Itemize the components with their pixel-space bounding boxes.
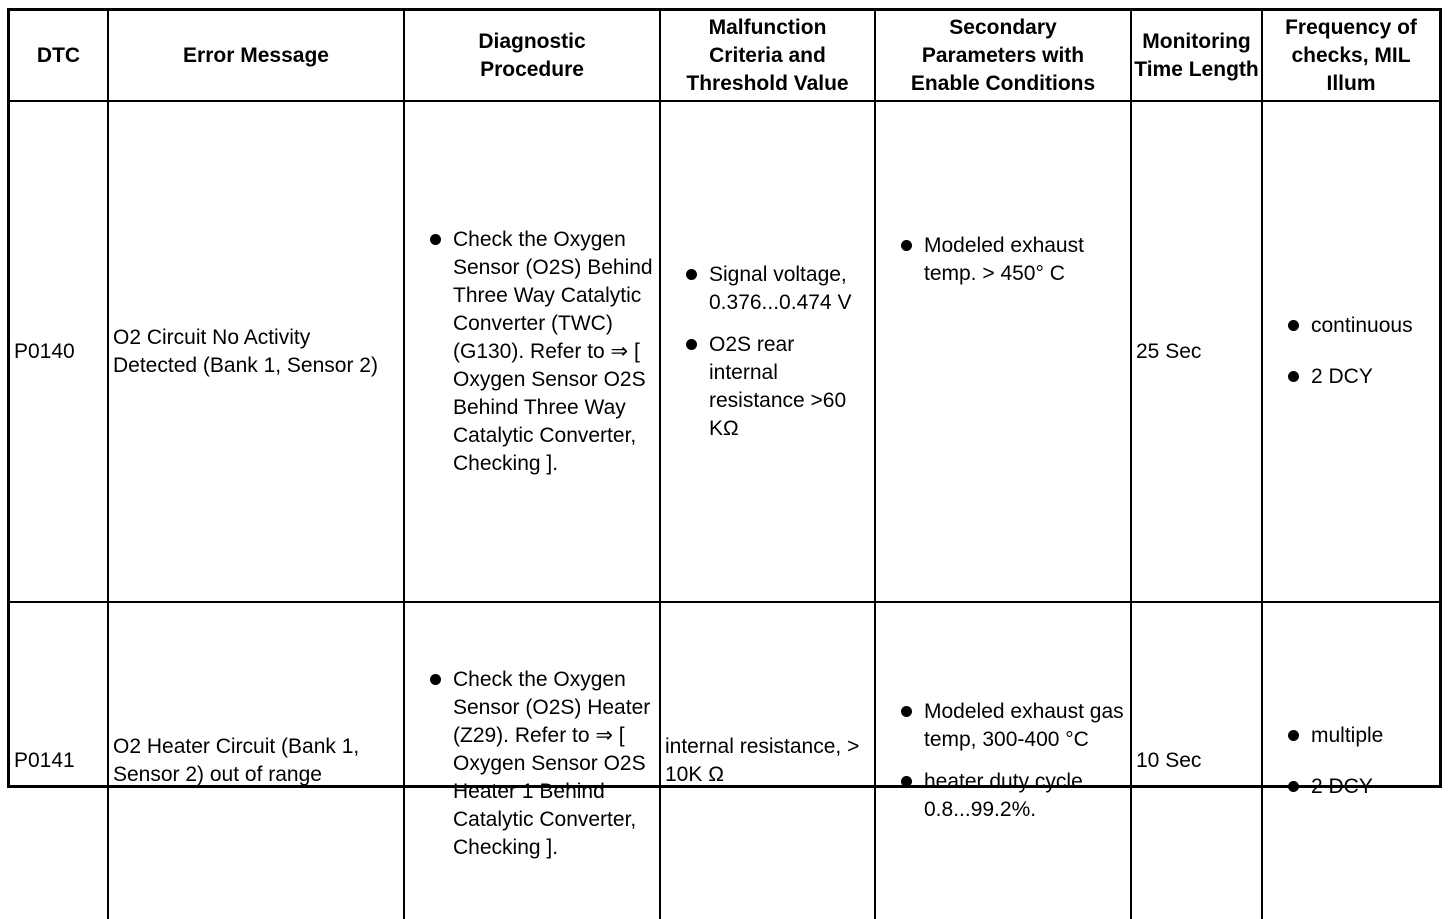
header-dtc: DTC — [10, 11, 108, 101]
frequency-item: 2 DCY — [1267, 363, 1435, 391]
secondary-item: Modeled exhaust gas temp, 300-400 °C — [880, 698, 1126, 754]
frequency-item: continuous — [1267, 312, 1435, 340]
table-row — [10, 602, 1439, 919]
frequency-item: multiple — [1267, 722, 1435, 750]
secondary-parameters-cell — [875, 101, 1131, 602]
monitoring-time: 10 Sec — [1131, 602, 1262, 919]
header-error-message: Error Message — [108, 11, 404, 101]
diagnostic-procedure-cell — [404, 602, 660, 919]
secondary-parameters-cell — [875, 602, 1131, 919]
procedure-item: Check the Oxygen Sensor (O2S) Heater (Z29). Refer to ⇒ [ Oxygen Sensor O2S Heater 1 Behind Catalytic Converter, Checking ]. — [409, 666, 655, 862]
table-row — [10, 101, 1439, 602]
criteria-cell — [660, 101, 875, 602]
error-message: O2 Circuit No Activity Detected (Bank 1, Sensor 2) — [108, 101, 404, 602]
error-message: O2 Heater Circuit (Bank 1, Sensor 2) out of range — [108, 602, 404, 919]
header-frequency: Frequency of checks, MIL Illum — [1262, 11, 1439, 101]
criteria-item: O2S rear internal resistance >60 KΩ — [665, 331, 868, 443]
header-diagnostic-procedure: Diagnostic Procedure — [404, 11, 660, 101]
header-malfunction-criteria: Malfunction Criteria and Threshold Value — [660, 11, 875, 101]
header-row — [10, 11, 1439, 101]
frequency-item: 2 DCY — [1267, 773, 1435, 801]
dtc-code: P0141 — [10, 602, 108, 919]
dtc-table — [10, 11, 1439, 919]
secondary-item: Modeled exhaust temp. > 450° C — [880, 232, 1118, 288]
header-monitoring-time: Monitoring Time Length — [1131, 11, 1262, 101]
criteria-item: Signal voltage, 0.376...0.474 V — [665, 261, 868, 317]
header-secondary-parameters: Secondary Parameters with Enable Conditions — [875, 11, 1131, 101]
frequency-cell — [1262, 101, 1439, 602]
monitoring-time: 25 Sec — [1131, 101, 1262, 602]
dtc-table-frame — [7, 8, 1442, 859]
diagnostic-procedure-cell — [404, 101, 660, 602]
procedure-item: Check the Oxygen Sensor (O2S) Behind Three Way Catalytic Converter (TWC) (G130). Refer to ⇒ [ Oxygen Sensor O2S Behind Three Way Catalytic Converter, Checking ]. — [409, 226, 655, 478]
frequency-cell — [1262, 602, 1439, 919]
secondary-item: heater duty cycle 0.8...99.2%. — [880, 768, 1126, 824]
criteria-text: internal resistance, > 10K Ω — [660, 602, 875, 919]
dtc-code: P0140 — [10, 101, 108, 602]
